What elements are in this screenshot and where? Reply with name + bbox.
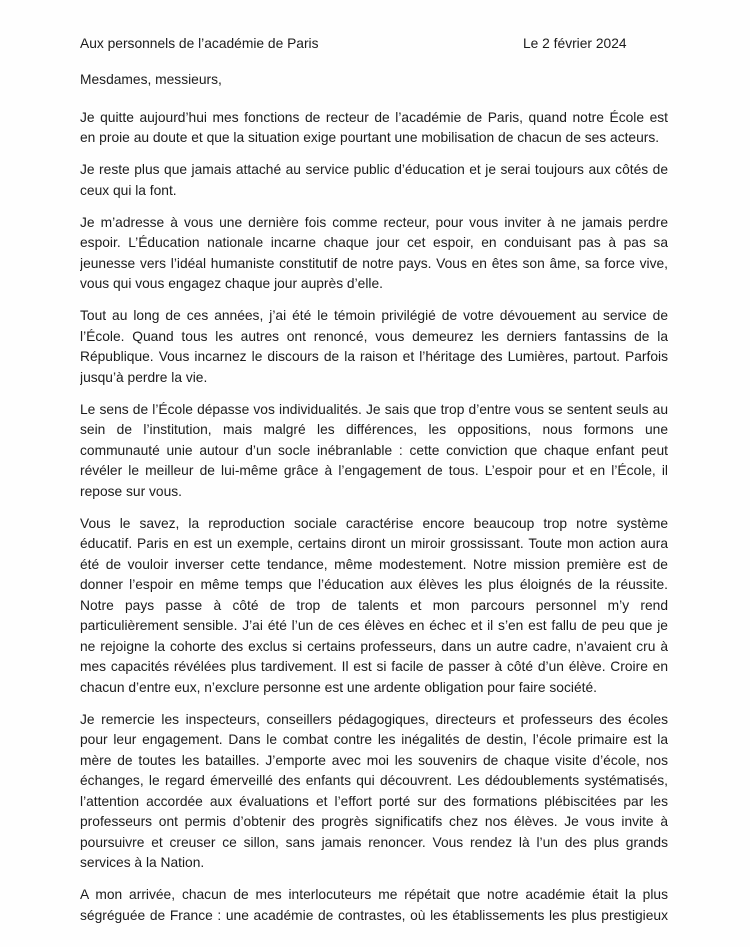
paragraph [80,514,668,699]
paragraph-line: Vous le savez, la reproduction sociale caractérise encore beaucoup trop notre système [80,515,668,531]
paragraph-line: Je reste plus que jamais attaché au service public d’éducation et je serai toujours aux côtés de [80,162,668,178]
paragraph-line: révéler le meilleur de lui-même grâce à l’engagement de tous. L’espoir pour et en l’École, il [80,463,668,479]
paragraph-line: Notre pays passe à côté de trop de talents et mon parcours personnel m’y rend [80,597,668,613]
letter-date: Le 2 février 2024 [523,35,627,51]
letter-body [80,108,668,927]
paragraph-line: l’École. Quand tous les autres ont renoncé, vous demeurez les derniers fantassins de la [80,328,668,344]
paragraph-line: ségréguée de France : une académie de contrastes, où les établissements les plus prestigieux [80,907,668,923]
paragraph-line: services à la Nation. [80,855,205,871]
paragraph-line: Tout au long de ces années, j’ai été le témoin privilégié de votre dévouement au service de [80,308,668,324]
paragraph-line: échanges, le regard émerveillé des enfants qui découvrent. Les dédoublements systématisés, [80,773,668,789]
paragraph [80,213,668,295]
paragraph-line: Le sens de l’École dépasse vos individualités. Je sais que trop d’entre vous se sentent seuls au [80,401,668,417]
paragraph-line: mère de toutes les batailles. J’emporte avec moi les souvenirs de chaque visite d’école, nos [80,752,668,768]
paragraph [80,710,668,874]
letter-header [80,34,668,55]
paragraph-line: chacun d’entre eux, n’exclure personne est une ardente obligation pour faire société. [80,679,597,695]
paragraph-line: A mon arrivée, chacun de mes interlocuteurs me répétait que notre académie était la plus [80,887,668,903]
paragraph [80,885,668,926]
paragraph-line: repose sur vous. [80,483,182,499]
paragraph-line: Je remercie les inspecteurs, conseillers pédagogiques, directeurs et professeurs des écoles [80,711,668,727]
paragraph-line: l’attention accordée aux évaluations et l’effort porté sur des formations plébiscitées par les [80,793,668,809]
paragraph-line: Je quitte aujourd’hui mes fonctions de recteur de l’académie de Paris, quand notre École est [80,109,668,125]
paragraph [80,400,668,503]
paragraph-line: jeunesse vers l’idéal humaniste constitutif de notre pays. Vous en êtes son âme, sa force vive, [80,255,668,271]
paragraph-line: Je m’adresse à vous une dernière fois comme recteur, pour vous inviter à ne jamais perdre [80,214,668,230]
paragraph-line: été de vouloir inverser cette tendance, même modestement. Notre mission première est de [80,556,668,572]
paragraph [80,306,668,388]
paragraph-line: en proie au doute et que la situation exige pourtant une mobilisation de chacun de ses acteurs. [80,130,660,146]
paragraph-line: ne rejoigne la cohorte des exclus si certains professeurs, dans un autre cadre, n’avaient cru à [80,638,668,654]
paragraph-line: poursuivre et creuser ce sillon, sans jamais renoncer. Vous rendez là l’un des plus grands [80,834,668,850]
paragraph-line: donner l’espoir en même temps que l’éducation aux élèves les plus éloignés de la réussite. [80,577,668,593]
paragraph-line: éducatif. Paris en est un exemple, certains diront un miroir grossissant. Toute mon action aura [80,536,668,552]
recipient-line: Aux personnels de l’académie de Paris [80,35,319,51]
paragraph-line: communauté unie autour d’un socle inébranlable : cette conviction que chaque enfant peut [80,442,668,458]
paragraph-line: sein de l’institution, mais malgré les différences, les oppositions, nous formons une [80,422,668,438]
paragraph-line: jusqu’à perdre la vie. [80,369,208,385]
letter-content [80,34,668,927]
paragraph-line: professeurs ont permis d’obtenir des progrès significatifs chez nos élèves. Je vous invite à [80,814,668,830]
paragraph-line: ceux qui la font. [80,182,177,198]
salutation: Mesdames, messieurs, [80,71,222,87]
paragraph-line: mes capacités révélées plus tardivement. Il est si facile de passer à côté d’un élève. Croire en [80,659,668,675]
paragraph-line: particulièrement sensible. J’ai été l’un de ces élèves en échec et il s’en est fallu de peu que je [80,618,668,634]
paragraph [80,160,668,201]
paragraph [80,108,668,149]
paragraph-line: espoir. L’Éducation nationale incarne chaque jour cet espoir, en conduisant pas à pas sa [80,235,668,251]
paragraph-line: vous qui vous engagez chaque jour auprès d’elle. [80,276,383,292]
paragraph-line: pour leur engagement. Dans le combat contre les inégalités de destin, l’école primaire est la [80,732,668,748]
paragraph-line: République. Vous incarnez le discours de la raison et l’héritage des Lumières, partout. Parfois [80,349,668,365]
